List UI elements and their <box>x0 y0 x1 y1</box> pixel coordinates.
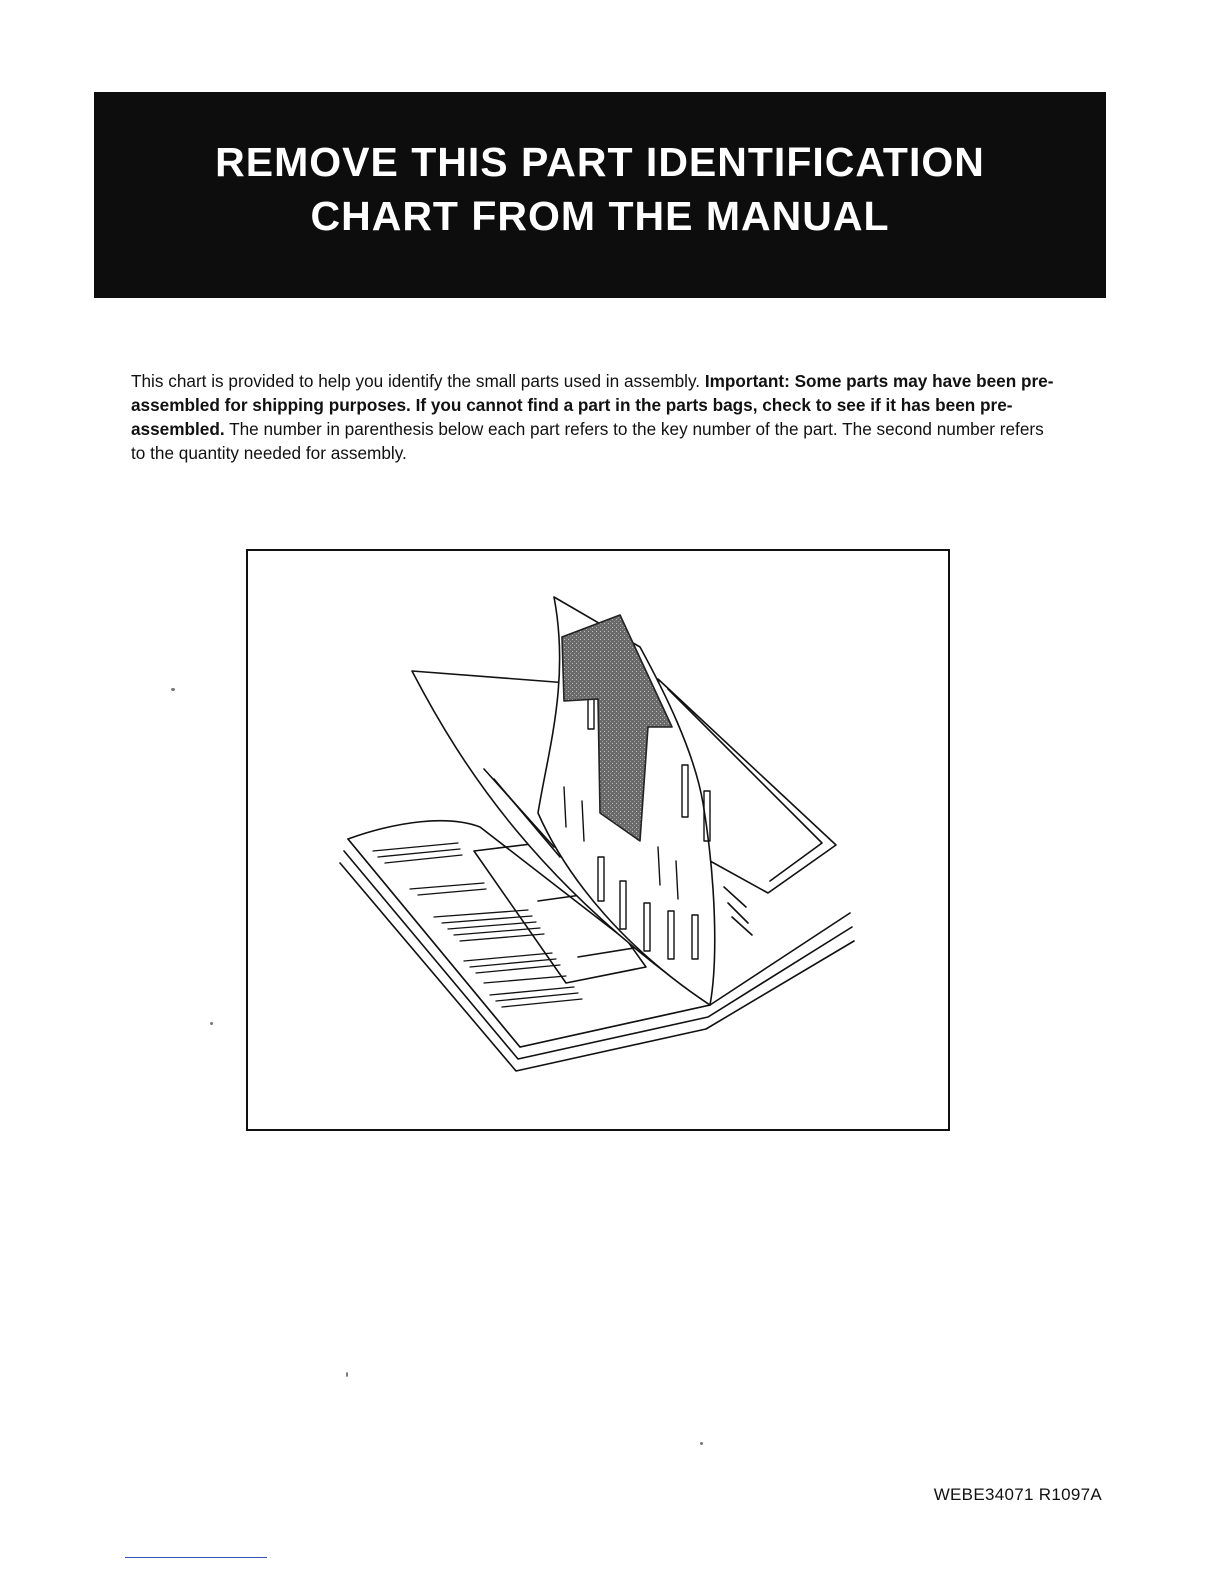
intro-paragraph <box>131 369 1061 465</box>
intro-text-start: This chart is provided to help you identify the small parts used in assembly. <box>131 371 705 391</box>
document-code: WEBE34071 R1097A <box>933 1485 1102 1504</box>
scan-speck <box>700 1442 703 1445</box>
intro-important-note: Important: Some parts may have been pre-assembled for shipping purposes. If you cannot find a part in the parts bags, check to see if it has been pre-assembled. <box>131 371 1054 439</box>
scan-speck <box>171 688 175 691</box>
footer-divider <box>125 1557 267 1558</box>
banner-title-line-1: REMOVE THIS PART IDENTIFICATION <box>215 139 985 185</box>
scan-speck <box>210 1022 213 1025</box>
scan-speck <box>346 1372 348 1377</box>
banner-title-line-2: CHART FROM THE MANUAL <box>310 193 890 239</box>
title-banner <box>94 92 1106 298</box>
intro-text-end: The number in parenthesis below each part refers to the key number of the part. The second number refers to the quantity needed for assembly. <box>131 419 1044 463</box>
illustration-frame <box>246 549 950 1131</box>
manual-page-removal-icon <box>248 551 948 1129</box>
